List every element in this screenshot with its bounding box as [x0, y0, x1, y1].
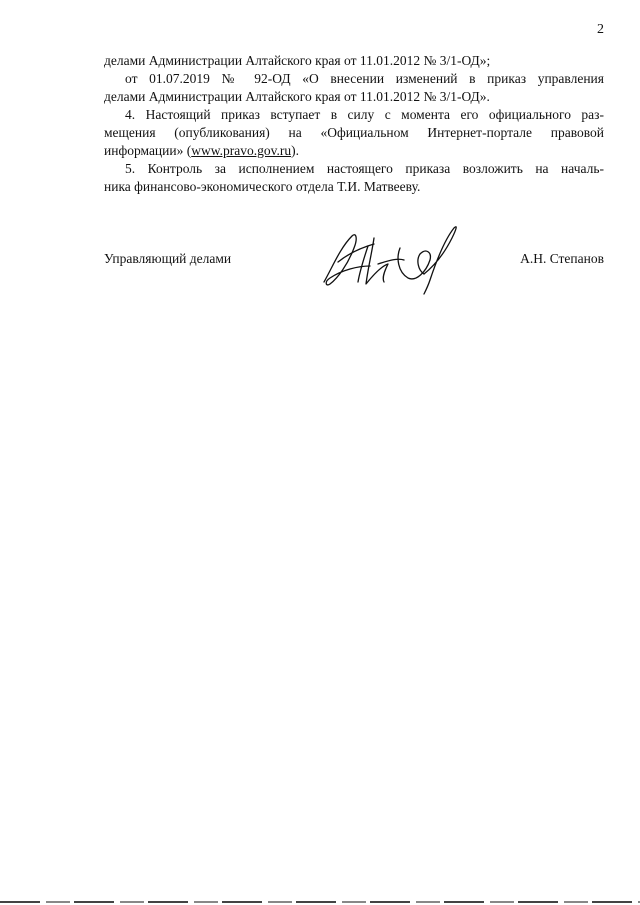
website-link[interactable]: www.pravo.gov.ru	[191, 143, 292, 158]
paragraph-line: делами Администрации Алтайского края от 11.01.2012 № 3/1-ОД»;	[104, 53, 491, 68]
signatory-title: Управляющий делами	[104, 251, 232, 266]
text-span: информации» (	[104, 143, 192, 158]
scan-edge-rule	[0, 901, 640, 903]
paragraph-line: 4. Настоящий приказ вступает в силу с момента его официального раз-	[125, 107, 604, 122]
text-span: ).	[291, 143, 299, 158]
document-body	[104, 52, 604, 196]
signatory-name: А.Н. Степанов	[520, 251, 604, 266]
handwritten-signature	[318, 218, 468, 298]
paragraph-line	[104, 142, 604, 160]
paragraph-line: ника финансово-экономического отдела Т.И. Матвееву.	[104, 179, 421, 194]
page-number: 2	[597, 22, 604, 37]
paragraph-line: 5. Контроль за исполнением настоящего приказа возложить на началь-	[125, 161, 604, 176]
paragraph-line: делами Администрации Алтайского края от 11.01.2012 № 3/1-ОД».	[104, 89, 490, 104]
paragraph-line: от 01.07.2019 № 92-ОД «О внесении изменений в приказ управления	[125, 71, 604, 86]
paragraph-line: мещения (опубликования) на «Официальном Интернет-портале правовой	[104, 125, 604, 140]
